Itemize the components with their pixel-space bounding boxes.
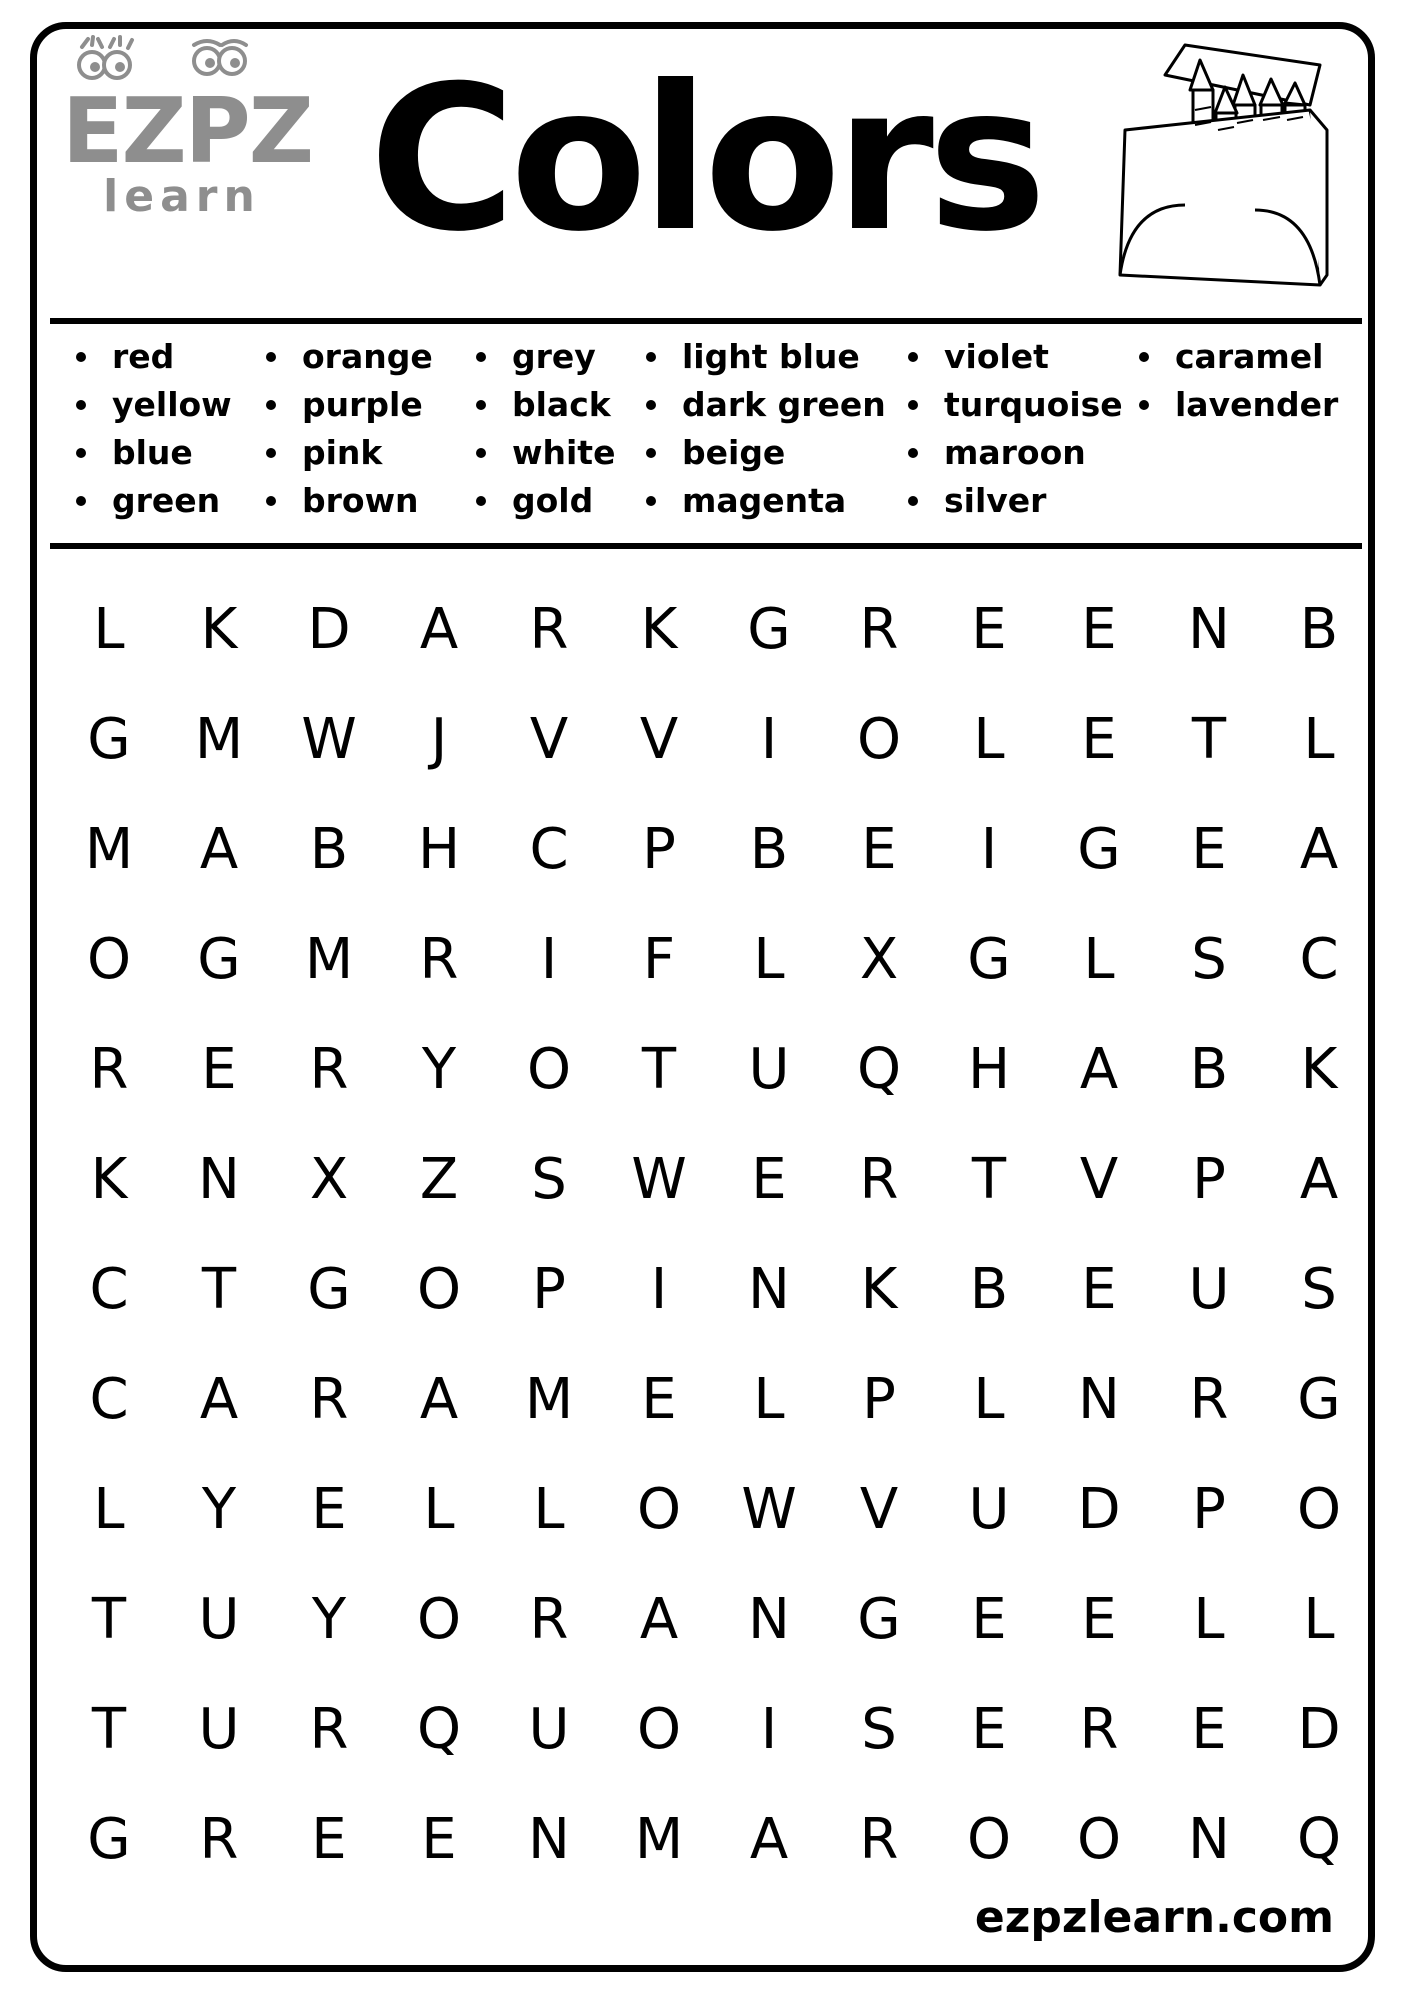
word-bank (70, 333, 1360, 533)
grid-letter[interactable]: N (198, 1147, 240, 1212)
word-bank-item: grey (470, 333, 615, 381)
grid-letter[interactable]: E (421, 1807, 457, 1872)
grid-letter[interactable]: D (1077, 1477, 1121, 1542)
grid-letter[interactable]: P (532, 1257, 566, 1322)
grid-letter[interactable]: K (200, 597, 238, 662)
grid-letter[interactable]: O (856, 707, 902, 772)
grid-letter[interactable]: G (967, 927, 1011, 992)
ezpz-logo-icon (62, 35, 312, 222)
grid-letter[interactable]: L (93, 597, 125, 662)
grid-letter[interactable]: M (304, 927, 354, 992)
grid-letter[interactable]: R (859, 1147, 899, 1212)
grid-letter[interactable]: P (1192, 1477, 1226, 1542)
grid-letter[interactable]: M (194, 707, 244, 772)
grid-letter[interactable]: C (529, 817, 569, 882)
grid-letter[interactable]: N (1188, 1807, 1230, 1872)
page-title: Colors (369, 43, 1041, 276)
word-bank-item: purple (260, 381, 433, 429)
word-bank-item: red (70, 333, 232, 381)
grid-letter[interactable]: O (526, 1037, 572, 1102)
grid-letter[interactable]: K (90, 1147, 128, 1212)
grid-letter[interactable]: L (1303, 1587, 1335, 1652)
grid-letter[interactable]: I (760, 1697, 778, 1762)
grid-letter[interactable]: O (1296, 1477, 1342, 1542)
grid-letter[interactable]: L (753, 927, 785, 992)
grid-letter[interactable]: L (973, 707, 1005, 772)
grid-letter[interactable]: H (417, 817, 461, 882)
grid-letter[interactable]: R (89, 1037, 129, 1102)
grid-letter[interactable]: E (1191, 817, 1227, 882)
grid-letter[interactable]: S (1301, 1257, 1337, 1322)
grid-letter[interactable]: O (86, 927, 132, 992)
grid-letter[interactable]: I (650, 1257, 668, 1322)
grid-letter[interactable]: O (1076, 1807, 1122, 1872)
grid-letter[interactable]: T (201, 1257, 237, 1322)
grid-letter[interactable]: G (747, 597, 791, 662)
grid-letter[interactable]: X (309, 1147, 349, 1212)
grid-letter[interactable]: O (416, 1587, 462, 1652)
grid-letter[interactable]: E (201, 1037, 237, 1102)
grid-letter[interactable]: R (309, 1037, 349, 1102)
grid-letter[interactable]: K (860, 1257, 898, 1322)
grid-letter[interactable]: L (533, 1477, 565, 1542)
word-bank-item: magenta (640, 477, 886, 525)
word-bank-item: beige (640, 429, 886, 477)
grid-letter[interactable]: D (307, 597, 351, 662)
grid-letter[interactable]: G (87, 707, 131, 772)
grid-letter[interactable]: A (639, 1587, 679, 1652)
grid-letter[interactable]: E (1191, 1697, 1227, 1762)
grid-letter[interactable]: M (524, 1367, 574, 1432)
grid-letter[interactable]: H (967, 1037, 1011, 1102)
grid-letter[interactable]: A (749, 1807, 789, 1872)
grid-letter[interactable]: Y (311, 1587, 347, 1652)
grid-letter[interactable]: I (760, 707, 778, 772)
grid-letter[interactable]: B (969, 1257, 1009, 1322)
grid-letter[interactable]: R (1189, 1367, 1229, 1432)
grid-letter[interactable]: D (1297, 1697, 1341, 1762)
grid-letter[interactable]: L (423, 1477, 455, 1542)
crayon-box-icon (1105, 35, 1335, 290)
grid-letter[interactable]: P (1192, 1147, 1226, 1212)
grid-letter[interactable]: O (636, 1477, 682, 1542)
grid-letter[interactable]: U (968, 1477, 1010, 1542)
grid-letter[interactable]: V (639, 707, 679, 772)
grid-letter[interactable]: L (1303, 707, 1335, 772)
grid-letter[interactable]: M (84, 817, 134, 882)
grid-letter[interactable]: R (859, 597, 899, 662)
word-bank-item: gold (470, 477, 615, 525)
grid-letter[interactable]: F (642, 927, 676, 992)
word-bank-item: silver (902, 477, 1123, 525)
grid-letter[interactable]: Y (421, 1037, 457, 1102)
grid-letter[interactable]: E (311, 1477, 347, 1542)
grid-letter[interactable]: W (741, 1477, 797, 1542)
word-bank-item: light blue (640, 333, 886, 381)
word-bank-column (70, 333, 232, 525)
grid-letter[interactable]: W (301, 707, 357, 772)
word-search-grid (54, 575, 1374, 1895)
grid-letter[interactable]: U (1188, 1257, 1230, 1322)
grid-letter[interactable]: S (531, 1147, 567, 1212)
grid-letter[interactable]: L (753, 1367, 785, 1432)
grid-letter[interactable]: T (91, 1587, 127, 1652)
grid-letter[interactable]: X (859, 927, 899, 992)
grid-letter[interactable]: T (971, 1147, 1007, 1212)
grid-letter[interactable]: T (91, 1697, 127, 1762)
grid-letter[interactable]: A (419, 597, 459, 662)
word-bank-item: blue (70, 429, 232, 477)
word-bank-item: violet (902, 333, 1123, 381)
word-bank-item: white (470, 429, 615, 477)
word-bank-item: caramel (1133, 333, 1338, 381)
grid-letter[interactable]: I (540, 927, 558, 992)
grid-letter[interactable]: R (529, 1587, 569, 1652)
grid-letter[interactable]: Q (1296, 1807, 1342, 1872)
grid-letter[interactable]: K (640, 597, 678, 662)
grid-letter[interactable]: R (199, 1807, 239, 1872)
grid-letter[interactable]: V (859, 1477, 899, 1542)
grid-letter[interactable]: E (971, 1587, 1007, 1652)
word-bank-item: orange (260, 333, 433, 381)
grid-letter[interactable]: G (1297, 1367, 1341, 1432)
word-bank-column (1133, 333, 1338, 429)
grid-letter[interactable]: E (1081, 597, 1117, 662)
grid-letter[interactable]: J (430, 707, 448, 772)
grid-letter[interactable]: R (309, 1697, 349, 1762)
grid-letter[interactable]: R (859, 1807, 899, 1872)
divider-top (50, 318, 1362, 324)
grid-letter[interactable]: Z (419, 1147, 459, 1212)
word-bank-item: brown (260, 477, 433, 525)
grid-letter[interactable]: A (419, 1367, 459, 1432)
word-bank-item: pink (260, 429, 433, 477)
grid-letter[interactable]: S (861, 1697, 897, 1762)
grid-letter[interactable]: O (416, 1257, 462, 1322)
grid-letter[interactable]: A (199, 817, 239, 882)
grid-letter[interactable]: R (419, 927, 459, 992)
grid-letter[interactable]: C (89, 1367, 129, 1432)
grid-letter[interactable]: E (641, 1367, 677, 1432)
logo-bottom-text: learn (103, 171, 261, 222)
grid-letter[interactable]: A (199, 1367, 239, 1432)
word-bank-column (260, 333, 433, 525)
grid-letter[interactable]: N (1078, 1367, 1120, 1432)
grid-letter[interactable]: L (1083, 927, 1115, 992)
grid-letter[interactable]: R (529, 597, 569, 662)
grid-letter[interactable]: E (971, 597, 1007, 662)
footer-website: ezpzlearn.com (974, 1892, 1334, 1943)
word-bank-column (470, 333, 615, 525)
grid-letter[interactable]: E (311, 1807, 347, 1872)
grid-letter[interactable]: U (748, 1037, 790, 1102)
grid-letter[interactable]: M (634, 1807, 684, 1872)
grid-letter[interactable]: N (748, 1257, 790, 1322)
grid-letter[interactable]: R (1079, 1697, 1119, 1762)
grid-letter[interactable]: T (1191, 707, 1227, 772)
grid-letter[interactable]: Q (416, 1697, 462, 1762)
word-bank-column (640, 333, 886, 525)
word-bank-item: turquoise (902, 381, 1123, 429)
grid-letter[interactable]: C (89, 1257, 129, 1322)
grid-letter[interactable]: C (1299, 927, 1339, 992)
grid-letter[interactable]: R (309, 1367, 349, 1432)
grid-letter[interactable]: A (1079, 1037, 1119, 1102)
grid-letter[interactable]: P (642, 817, 676, 882)
word-bank-item: dark green (640, 381, 886, 429)
grid-letter[interactable]: S (1191, 927, 1227, 992)
grid-letter[interactable]: W (631, 1147, 687, 1212)
grid-letter[interactable]: G (197, 927, 241, 992)
grid-letter[interactable]: L (93, 1477, 125, 1542)
word-bank-item: yellow (70, 381, 232, 429)
grid-letter[interactable]: L (1193, 1587, 1225, 1652)
word-bank-item: black (470, 381, 615, 429)
grid-letter[interactable]: U (198, 1587, 240, 1652)
grid-letter[interactable]: B (1299, 597, 1339, 662)
word-bank-item: maroon (902, 429, 1123, 477)
grid-letter[interactable]: A (1299, 1147, 1339, 1212)
grid-letter[interactable]: N (528, 1807, 570, 1872)
grid-letter[interactable]: V (1079, 1147, 1119, 1212)
grid-letter[interactable]: I (980, 817, 998, 882)
grid-letter[interactable]: B (1189, 1037, 1229, 1102)
grid-letter[interactable]: Y (201, 1477, 237, 1542)
word-bank-item: green (70, 477, 232, 525)
grid-letter[interactable]: A (1299, 817, 1339, 882)
grid-letter[interactable]: T (641, 1037, 677, 1102)
word-bank-column (902, 333, 1123, 525)
grid-letter[interactable]: G (87, 1807, 131, 1872)
grid-letter[interactable]: O (966, 1807, 1012, 1872)
grid-letter[interactable]: E (971, 1697, 1007, 1762)
grid-letter[interactable]: G (307, 1257, 351, 1322)
grid-letter[interactable]: L (973, 1367, 1005, 1432)
grid-letter[interactable]: P (862, 1367, 896, 1432)
grid-letter[interactable]: E (751, 1147, 787, 1212)
grid-letter[interactable]: N (748, 1587, 790, 1652)
grid-letter[interactable]: E (1081, 1257, 1117, 1322)
grid-letter[interactable]: B (749, 817, 789, 882)
grid-letter[interactable]: E (1081, 1587, 1117, 1652)
grid-letter[interactable]: V (529, 707, 569, 772)
grid-letter[interactable]: K (1300, 1037, 1338, 1102)
grid-letter[interactable]: U (528, 1697, 570, 1762)
grid-letter[interactable]: E (1081, 707, 1117, 772)
grid-letter[interactable]: G (857, 1587, 901, 1652)
grid-letter[interactable]: U (198, 1697, 240, 1762)
grid-letter[interactable]: N (1188, 597, 1230, 662)
grid-letter[interactable]: O (636, 1697, 682, 1762)
grid-letter[interactable]: B (309, 817, 349, 882)
word-bank-item: lavender (1133, 381, 1338, 429)
grid-letter[interactable]: G (1077, 817, 1121, 882)
grid-letter[interactable]: E (861, 817, 897, 882)
logo-top-text: EZPZ (62, 79, 312, 184)
grid-letter[interactable]: Q (856, 1037, 902, 1102)
divider-bottom (50, 543, 1362, 549)
